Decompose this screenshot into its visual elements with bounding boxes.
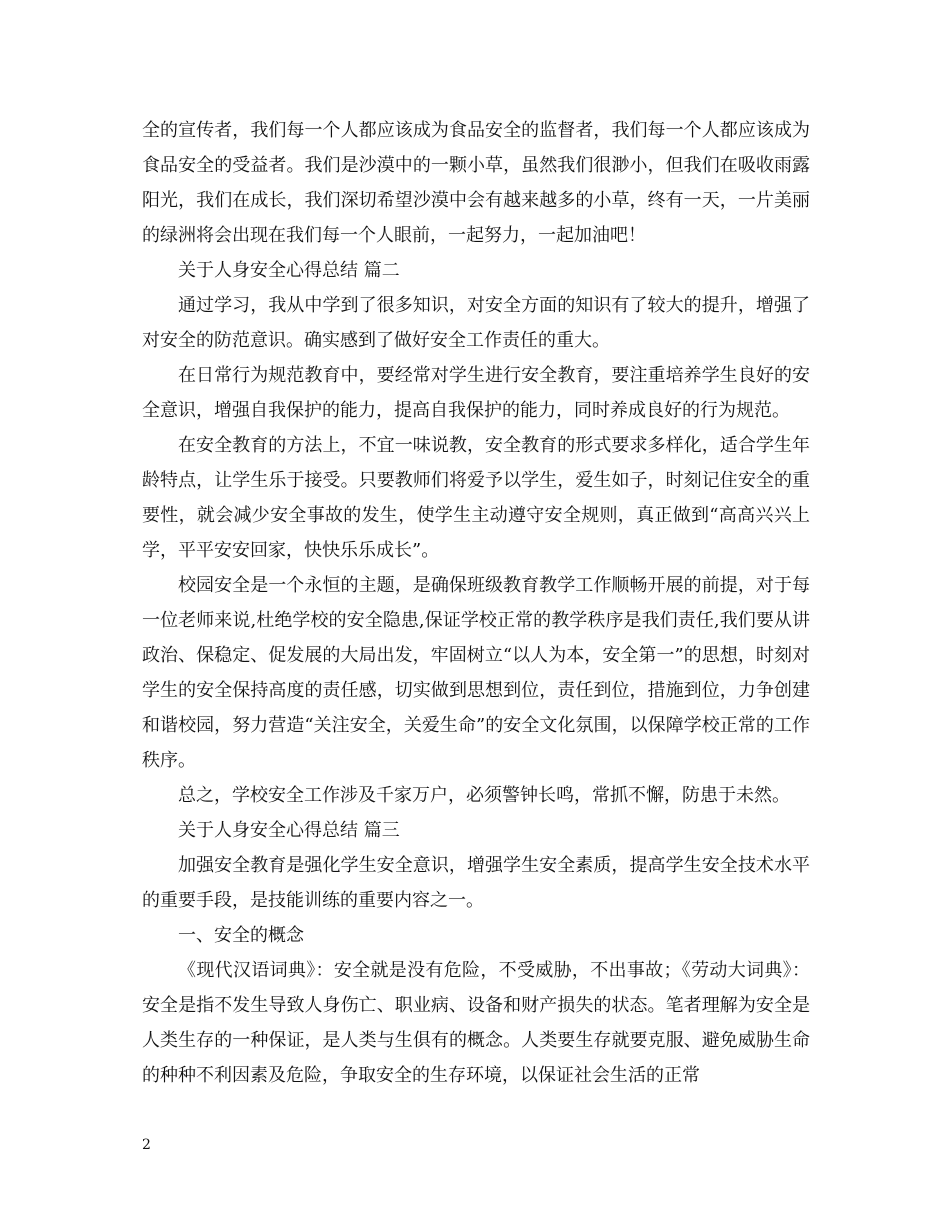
paragraph: 在安全教育的方法上，不宜一味说教，安全教育的形式要求多样化，适合学生年龄特点，让学生乐于接受。只要教师们将爱予以学生，爱生如子，时刻记住安全的重要性，就会减少安全事故的发生，使学生主动遵守安全规则，真正做到“高高兴兴上学，平平安安回家，快快乐乐成长”。 [142, 435, 810, 561]
paragraph: 《现代汉语词典》：安全就是没有危险，不受威胁，不出事故；《劳动大词典》：安全是指不发生导致人身伤亡、职业病、设备和财产损失的状态。笔者理解为安全是人类生存的一种保证，是人类与生俱有的概念。人类要生存就要克服、避免威胁生命的种种不利因素及危险，争取安全的生存环境，以保证社会生活的正常 [142, 960, 810, 1086]
paragraph: 通过学习，我从中学到了很多知识，对安全方面的知识有了较大的提升，增强了对安全的防范意识。确实感到了做好安全工作责任的重大。 [142, 295, 810, 351]
paragraph: 加强安全教育是强化学生安全意识，增强学生安全素质，提高学生安全技术水平的重要手段，是技能训练的重要内容之一。 [142, 855, 810, 911]
section-heading-part-two: 关于人身安全心得总结 篇二 [178, 260, 400, 281]
paragraph-continuation: 全的宣传者，我们每一个人都应该成为食品安全的监督者，我们每一个人都应该成为食品安全的受益者。我们是沙漠中的一颗小草，虽然我们很渺小，但我们在吸收雨露阳光，我们在成长，我们深切希望沙漠中会有越来越多的小草，终有一天，一片美丽的绿洲将会出现在我们每一个人眼前，一起努力，一起加油吧！ [142, 120, 810, 246]
paragraph: 在日常行为规范教育中，要经常对学生进行安全教育，要注重培养学生良好的安全意识，增强自我保护的能力，提高自我保护的能力，同时养成良好的行为规范。 [142, 365, 810, 421]
document-body [142, 113, 810, 1093]
page-number: 2 [142, 1137, 151, 1153]
paragraph: 总之，学校安全工作涉及千家万户，必须警钟长鸣，常抓不懈，防患于未然。 [178, 785, 790, 806]
subsection-heading: 一、安全的概念 [178, 925, 304, 946]
paragraph: 校园安全是一个永恒的主题，是确保班级教育教学工作顺畅开展的前提，对于每一位老师来说,杜绝学校的安全隐患,保证学校正常的教学秩序是我们责任,我们要从讲政治、保稳定、促发展的大局出发，牢固树立“以人为本，安全第一”的思想，时刻对学生的安全保持高度的责任感，切实做到思想到位，责任到位，措施到位，力争创建和谐校园，努力营造“关注安全，关爱生命”的安全文化氛围，以保障学校正常的工作秩序。 [142, 575, 810, 771]
section-heading-part-three: 关于人身安全心得总结 篇三 [178, 820, 400, 841]
